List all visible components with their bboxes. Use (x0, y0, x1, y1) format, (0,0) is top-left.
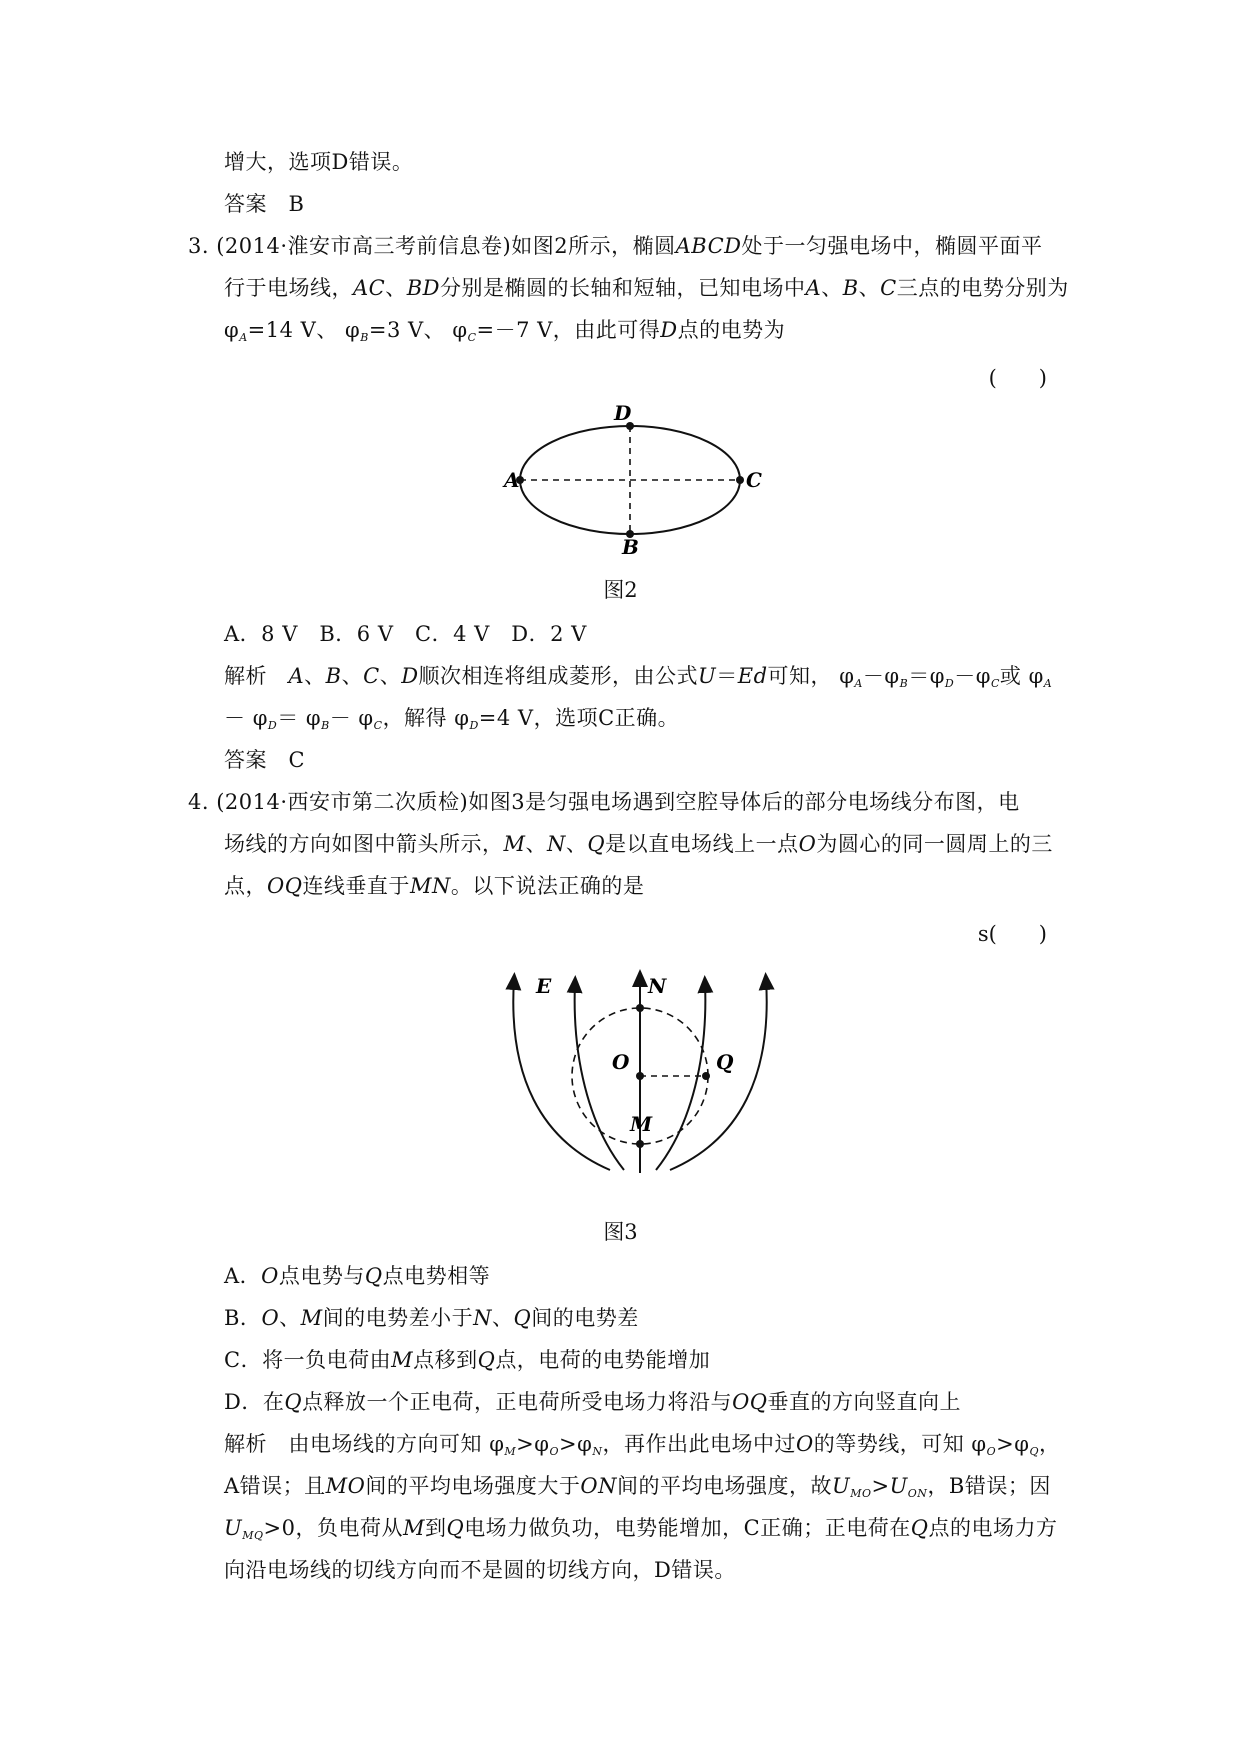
q3-options: A．8 V B．6 V C．4 V D．2 V (224, 622, 587, 646)
q4-option-d: D．在Q点释放一个正电荷，正电荷所受电场力将沿与OQ垂直的方向竖直向上 (224, 1390, 961, 1414)
field-line-2 (575, 983, 624, 1170)
figure-2-ellipse (500, 400, 790, 560)
field-line-1 (513, 980, 610, 1170)
q3-line-1: 3. (2014·淮安市高三考前信息卷)如图2所示，椭圆ABCD处于一匀强电场中，椭圆平面平 (188, 234, 1043, 258)
q4-answer-blank: s( ) (977, 922, 1047, 946)
label-c: C (746, 468, 762, 492)
q4-line-1: 4. (2014·西安市第二次质检)如图3是匀强电场遇到空腔导体后的部分电场线分布图，电 (188, 790, 1020, 814)
point-o (636, 1072, 644, 1080)
label-b: B (622, 535, 639, 559)
q3-analysis-1: 解析 A、B、C、D顺次相连将组成菱形，由公式U＝Ed可知， $\varphi_A-\varphi_B=\varphi_D-\varphi_C$或 $\varphi_A$ (224, 664, 1053, 690)
q3-line-2: 行于电场线，AC、BD分别是椭圆的长轴和短轴，已知电场中A、B、C三点的电势分别为 (224, 276, 1069, 300)
prev-conclusion: 增大，选项D错误。 (224, 150, 414, 174)
point-m (636, 1140, 644, 1148)
label-o: O (612, 1050, 630, 1074)
point-q (702, 1072, 710, 1080)
prev-answer: 答案 B (224, 192, 305, 216)
q3-line-3: $\varphi_A=14$ V、 $\varphi_B=3$ V、 $\varphi_C=-7$ V，由此可得D点的电势为 (224, 318, 786, 344)
label-q: Q (716, 1050, 734, 1074)
q4-option-b: B．O、M间的电势差小于N、Q间的电势差 (224, 1306, 639, 1330)
point-n (636, 1004, 644, 1012)
q4-option-a: A．O点电势与Q点电势相等 (224, 1264, 491, 1288)
q3-answer-blank: ( ) (988, 366, 1047, 390)
q4-analysis-2: A错误；且MO间的平均电场强度大于ON间的平均电场强度，故$U_{MO}>U_{ON}$，B错误；因 (224, 1474, 1051, 1500)
label-e: E (536, 974, 552, 998)
q4-line-2: 场线的方向如图中箭头所示，M、N、Q是以直电场线上一点O为圆心的同一圆周上的三 (224, 832, 1053, 856)
q4-analysis-3: $U_{MQ}>0$，负电荷从M到Q电场力做负功，电势能增加，C正确；正电荷在Q点的电场力方 (224, 1516, 1058, 1542)
q4-line-3: 点，OQ连线垂直于MN。以下说法正确的是 (224, 874, 645, 898)
label-d: D (614, 401, 632, 425)
q4-analysis-1: 解析 由电场线的方向可知 $\varphi_M>\varphi_O>\varphi_N$，再作出此电场中过O的等势线，可知 $\varphi_O>\varphi_Q$， (224, 1432, 1061, 1458)
label-n: N (648, 974, 667, 998)
q3-answer: 答案 C (224, 748, 306, 772)
figure-3-caption: 图3 (603, 1220, 638, 1244)
q3-analysis-2: － $\varphi_D= \varphi_B- \varphi_C$，解得 $\varphi_D=4$ V，选项C正确。 (224, 706, 680, 732)
label-a: A (504, 468, 520, 492)
q4-option-c: C．将一负电荷由M点移到Q点，电荷的电势能增加 (224, 1348, 711, 1372)
point-c (736, 476, 744, 484)
label-m: M (630, 1112, 653, 1136)
q4-analysis-4: 向沿电场线的切线方向而不是圆的切线方向，D错误。 (224, 1558, 736, 1582)
figure-3-field-lines (500, 955, 800, 1185)
figure-2-caption: 图2 (603, 578, 638, 602)
field-line-5 (670, 980, 767, 1170)
